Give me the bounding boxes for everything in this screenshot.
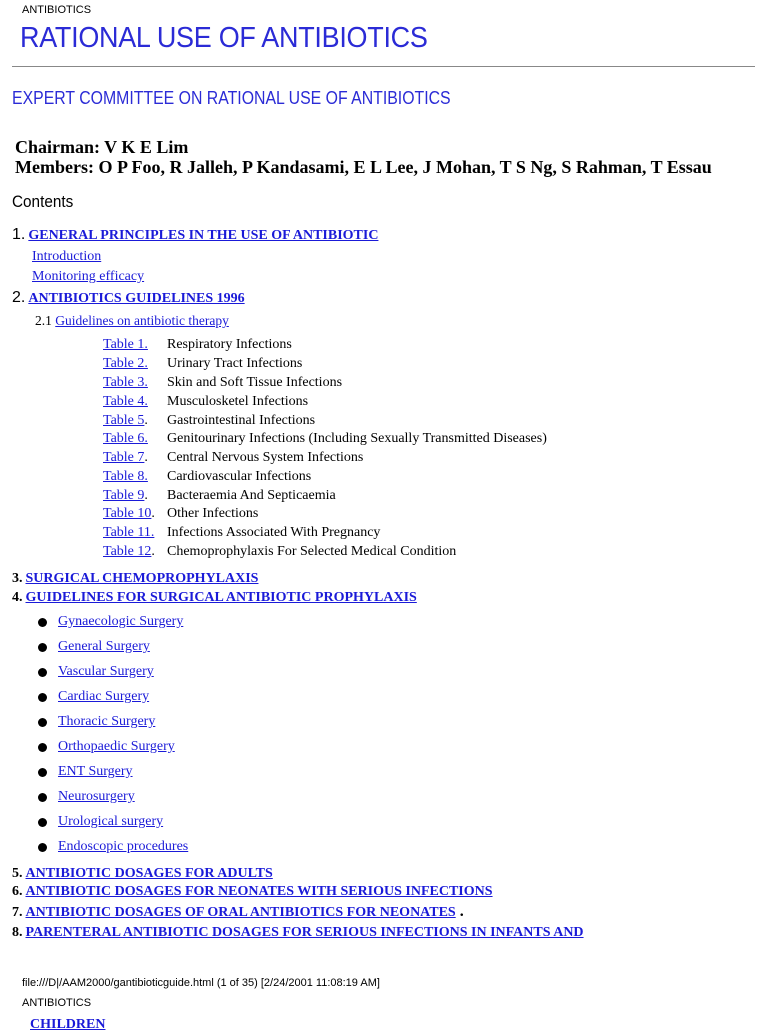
table-description: Cardiovascular Infections [167, 469, 312, 484]
table-2-link[interactable]: Table 2. [103, 356, 148, 371]
table-description: Skin and Soft Tissue Infections [167, 375, 343, 390]
chairman-line: Chairman: V K E Lim [15, 137, 189, 157]
table-9-link[interactable]: Table 9 [103, 488, 145, 503]
table-description: Bacteraemia And Septicaemia [167, 488, 336, 503]
table-description: Musculosketel Infections [167, 394, 309, 409]
table-6-link[interactable]: Table 6. [103, 431, 148, 446]
bullet-icon [38, 643, 47, 652]
subsection-number: 2.1 [35, 313, 52, 328]
section-8-link[interactable]: PARENTERAL ANTIBIOTIC DOSAGES FOR SERIOUS INFECTIONS IN INFANTS AND [25, 925, 584, 940]
section-1 [12, 226, 378, 244]
section-7 [12, 903, 464, 921]
section-6-link[interactable]: ANTIBIOTIC DOSAGES FOR NEONATES WITH SERIOUS INFECTIONS [25, 884, 493, 899]
table-5-link[interactable]: Table 5 [103, 413, 145, 428]
subsection-2-1 [35, 313, 229, 329]
running-head-next-page: ANTIBIOTICS [22, 997, 92, 1009]
urological-surgery-link[interactable]: Urological surgery [58, 814, 164, 829]
bullet-icon [38, 668, 47, 677]
section-number: 3. [12, 571, 23, 586]
section-5 [12, 864, 273, 882]
table-description: Central Nervous System Infections [167, 450, 364, 465]
continued-section-link[interactable]: CHILDREN [30, 1017, 106, 1032]
table-description: Genitourinary Infections (Including Sexually Transmitted Diseases) [167, 431, 547, 446]
table-4-link[interactable]: Table 4. [103, 394, 148, 409]
table-description: Infections Associated With Pregnancy [167, 525, 381, 540]
table-12-link[interactable]: Table 12 [103, 544, 152, 559]
guidelines-therapy-link[interactable]: Guidelines on antibiotic therapy [55, 313, 229, 328]
thoracic-surgery-link[interactable]: Thoracic Surgery [58, 714, 156, 729]
contents-heading: Contents [12, 192, 74, 211]
section-number: 1. [12, 226, 26, 243]
page-footer-source: file:///D|/AAM2000/gantibioticguide.html (1 of 35) [2/24/2001 11:08:19 AM] [22, 977, 380, 989]
table-link-suffix: . [151, 544, 155, 559]
members-line: Members: O P Foo, R Jalleh, P Kandasami, E L Lee, J Mohan, T S Ng, S Rahman, T Essau [15, 157, 712, 177]
bullet-icon [38, 793, 47, 802]
section-5-link[interactable]: ANTIBIOTIC DOSAGES FOR ADULTS [25, 866, 273, 881]
committee-heading: EXPERT COMMITTEE ON RATIONAL USE OF ANTIBIOTICS [12, 88, 451, 108]
title-divider [12, 66, 755, 67]
section-7-suffix: . [455, 903, 464, 920]
endoscopic-procedures-link[interactable]: Endoscopic procedures [58, 839, 189, 854]
orthopaedic-surgery-link[interactable]: Orthopaedic Surgery [58, 739, 175, 754]
table-description: Respiratory Infections [167, 337, 292, 352]
general-surgery-link[interactable]: General Surgery [58, 639, 150, 654]
section-3 [12, 569, 258, 587]
table-description: Gastrointestinal Infections [167, 413, 316, 428]
bullet-icon [38, 843, 47, 852]
section-number: 2. [12, 289, 26, 306]
section-number: 6. [12, 884, 23, 899]
introduction-link[interactable]: Introduction [32, 249, 102, 264]
table-7-link[interactable]: Table 7 [103, 450, 145, 465]
gynaecologic-surgery-link[interactable]: Gynaecologic Surgery [58, 614, 184, 629]
section-4-link[interactable]: GUIDELINES FOR SURGICAL ANTIBIOTIC PROPHYLAXIS [25, 590, 417, 605]
table-1-link[interactable]: Table 1. [103, 337, 148, 352]
section-number: 8. [12, 925, 23, 940]
bullet-icon [38, 618, 47, 627]
bullet-icon [38, 818, 47, 827]
monitoring-efficacy-link[interactable]: Monitoring efficacy [32, 269, 145, 284]
section-4 [12, 588, 417, 606]
section-8 [12, 923, 584, 941]
table-8-link[interactable]: Table 8. [103, 469, 148, 484]
table-11-link[interactable]: Table 11. [103, 525, 155, 540]
section-number: 4. [12, 590, 23, 605]
table-description: Chemoprophylaxis For Selected Medical Condition [167, 544, 457, 559]
section-number: 7. [12, 905, 23, 920]
section-3-link[interactable]: SURGICAL CHEMOPROPHYLAXIS [25, 571, 259, 586]
table-link-suffix: . [144, 413, 148, 428]
cardiac-surgery-link[interactable]: Cardiac Surgery [58, 689, 150, 704]
vascular-surgery-link[interactable]: Vascular Surgery [58, 664, 154, 679]
table-description: Urinary Tract Infections [167, 356, 303, 371]
running-head: ANTIBIOTICS [22, 4, 92, 16]
table-10-link[interactable]: Table 10 [103, 506, 152, 521]
table-link-suffix: . [144, 450, 148, 465]
page-title: RATIONAL USE OF ANTIBIOTICS [20, 22, 428, 54]
ent-surgery-link[interactable]: ENT Surgery [58, 764, 133, 779]
section-6 [12, 882, 493, 900]
section-2 [12, 289, 245, 307]
neurosurgery-link[interactable]: Neurosurgery [58, 789, 135, 804]
section-7-link[interactable]: ANTIBIOTIC DOSAGES OF ORAL ANTIBIOTICS FOR NEONATES [25, 905, 456, 920]
table-description: Other Infections [167, 506, 259, 521]
bullet-icon [38, 743, 47, 752]
section-number: 5. [12, 866, 23, 881]
bullet-icon [38, 768, 47, 777]
section-1-link[interactable]: GENERAL PRINCIPLES IN THE USE OF ANTIBIOTIC [28, 228, 379, 243]
table-link-suffix: . [151, 506, 155, 521]
bullet-icon [38, 718, 47, 727]
section-2-link[interactable]: ANTIBIOTICS GUIDELINES 1996 [28, 291, 245, 306]
bullet-icon [38, 693, 47, 702]
table-link-suffix: . [144, 488, 148, 503]
table-3-link[interactable]: Table 3. [103, 375, 148, 390]
